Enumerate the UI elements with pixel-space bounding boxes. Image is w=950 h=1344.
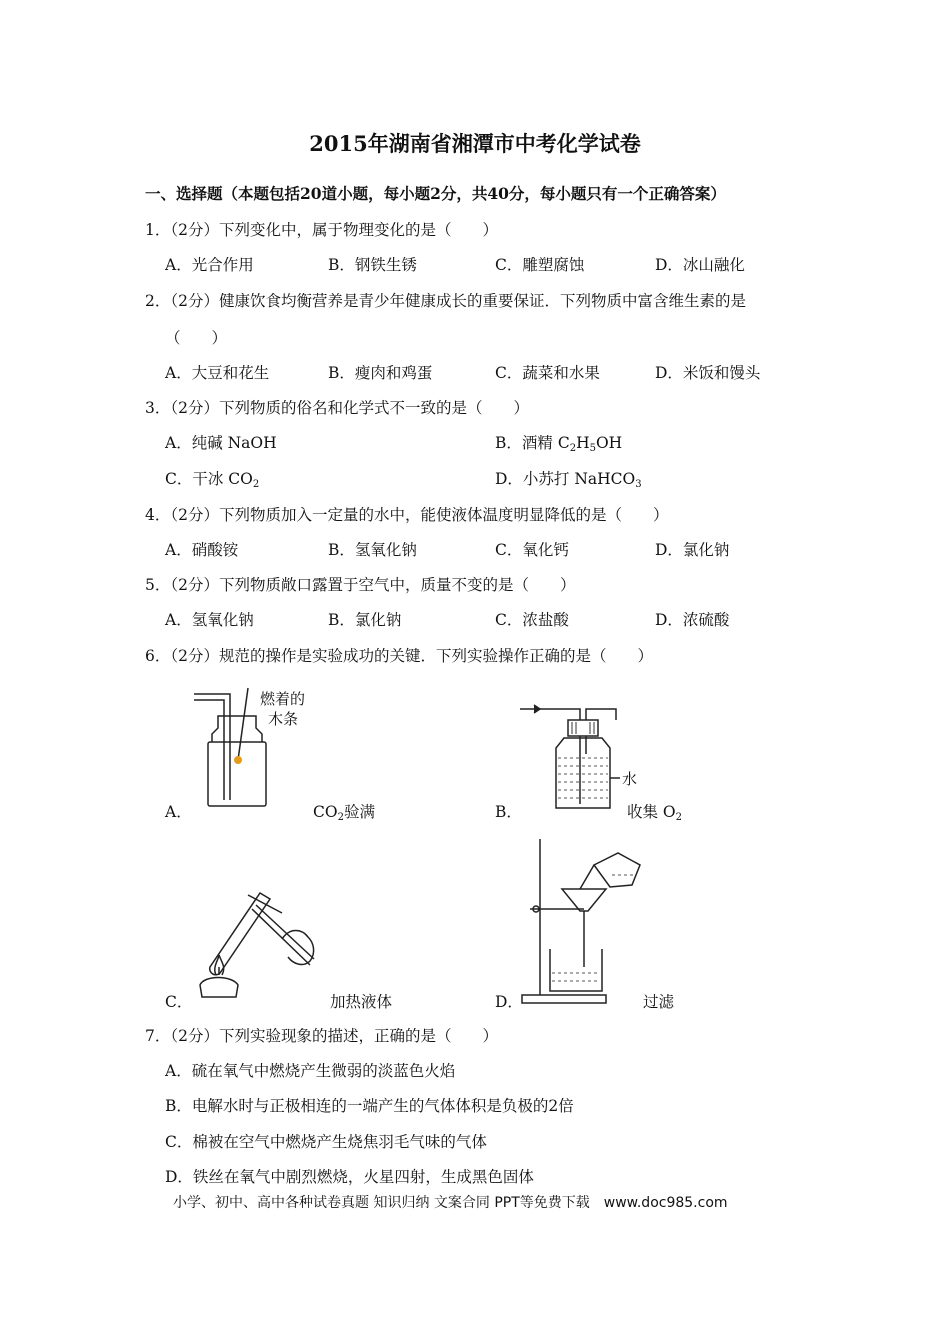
heating-liquid-diagram bbox=[190, 885, 330, 1005]
question-6-caption-b: 收集 $O_2$ bbox=[627, 803, 683, 823]
question-6-caption-c: 加热液体 bbox=[330, 993, 393, 1011]
question-3-stem: 3．（2分）下列物质的俗名和化学式不一致的是（ ） bbox=[145, 399, 529, 417]
question-3-option-a: A．纯碱 NaOH bbox=[165, 434, 277, 452]
question-3-option-d: D．小苏打 NaHCO$_3$ bbox=[495, 470, 642, 490]
page-footer: 小学、初中、高中各种试卷真题 知识归纳 文案合同 PPT等免费下载 www.doc985.com bbox=[173, 1195, 728, 1211]
splint-label-1: 燃着的 bbox=[260, 690, 306, 708]
question-7-option-b: B．电解水时与正极相连的一端产生的气体体积是负极的2倍 bbox=[165, 1097, 574, 1115]
question-4-option-a: A．硝酸铵 bbox=[165, 541, 239, 559]
question-6-caption-a: $CO_2$验满 bbox=[313, 803, 375, 823]
question-7-stem: 7．（2分）下列实验现象的描述，正确的是（ ） bbox=[145, 1027, 498, 1045]
question-7-option-d: D．铁丝在氧气中剧烈燃烧，火星四射，生成黑色固体 bbox=[165, 1168, 534, 1186]
page-title: 2015年湖南省湘潭市中考化学试卷 bbox=[309, 131, 641, 156]
question-6-option-a: A． bbox=[165, 803, 192, 821]
question-2-option-c: C．蔬菜和水果 bbox=[495, 364, 600, 382]
question-6-option-b: B． bbox=[495, 803, 522, 821]
section-heading: 一、选择题（本题包括20道小题，每小题2分，共40分，每小题只有一个正确答案） bbox=[145, 184, 726, 203]
question-6-stem: 6．（2分）规范的操作是实验成功的关键．下列实验操作正确的是（ ） bbox=[145, 647, 653, 665]
question-4-option-b: B．氢氧化钠 bbox=[328, 541, 417, 559]
question-4-stem: 4．（2分）下列物质加入一定量的水中，能使液体温度明显降低的是（ ） bbox=[145, 506, 669, 524]
question-2-option-a: A．大豆和花生 bbox=[165, 364, 270, 382]
question-3-option-b: B．酒精 $C_2H_5OH$ bbox=[495, 434, 623, 454]
water-label: 水 bbox=[622, 770, 638, 788]
question-2-option-b: B．瘦肉和鸡蛋 bbox=[328, 364, 433, 382]
question-7-option-a: A．硫在氧气中燃烧产生微弱的淡蓝色火焰 bbox=[165, 1062, 456, 1080]
question-5-option-a: A．氢氧化钠 bbox=[165, 611, 254, 629]
question-1-option-d: D．冰山融化 bbox=[655, 256, 745, 274]
question-2-option-d: D．米饭和馒头 bbox=[655, 364, 761, 382]
question-2-stem-cont: （ ） bbox=[165, 329, 228, 347]
splint-label-2: 木条 bbox=[268, 710, 299, 728]
question-5-option-d: D．浓硫酸 bbox=[655, 611, 730, 629]
question-5-option-b: B．氯化钠 bbox=[328, 611, 402, 629]
question-6-option-d: D． bbox=[495, 993, 523, 1011]
question-1-option-c: C．雕塑腐蚀 bbox=[495, 256, 585, 274]
question-1-option-b: B．钢铁生锈 bbox=[328, 256, 417, 274]
question-1-option-a: A．光合作用 bbox=[165, 256, 254, 274]
question-4-option-d: D．氯化钠 bbox=[655, 541, 730, 559]
question-6-option-c: C． bbox=[165, 993, 193, 1011]
question-1-stem: 1．（2分）下列变化中，属于物理变化的是（ ） bbox=[145, 221, 498, 239]
question-3-option-c: C．干冰 $CO_2$ bbox=[165, 470, 260, 490]
question-2-stem: 2．（2分）健康饮食均衡营养是青少年健康成长的重要保证．下列物质中富含维生素的是 bbox=[145, 292, 746, 310]
o2-collection-diagram bbox=[520, 700, 640, 812]
question-5-option-c: C．浓盐酸 bbox=[495, 611, 569, 629]
co2-test-diagram bbox=[190, 680, 330, 810]
question-7-option-c: C．棉被在空气中燃烧产生烧焦羽毛气味的气体 bbox=[165, 1133, 487, 1151]
question-4-option-c: C．氧化钙 bbox=[495, 541, 569, 559]
question-5-stem: 5．（2分）下列物质敞口露置于空气中，质量不变的是（ ） bbox=[145, 576, 576, 594]
question-6-caption-d: 过滤 bbox=[643, 993, 675, 1011]
filtration-diagram bbox=[520, 835, 650, 1010]
